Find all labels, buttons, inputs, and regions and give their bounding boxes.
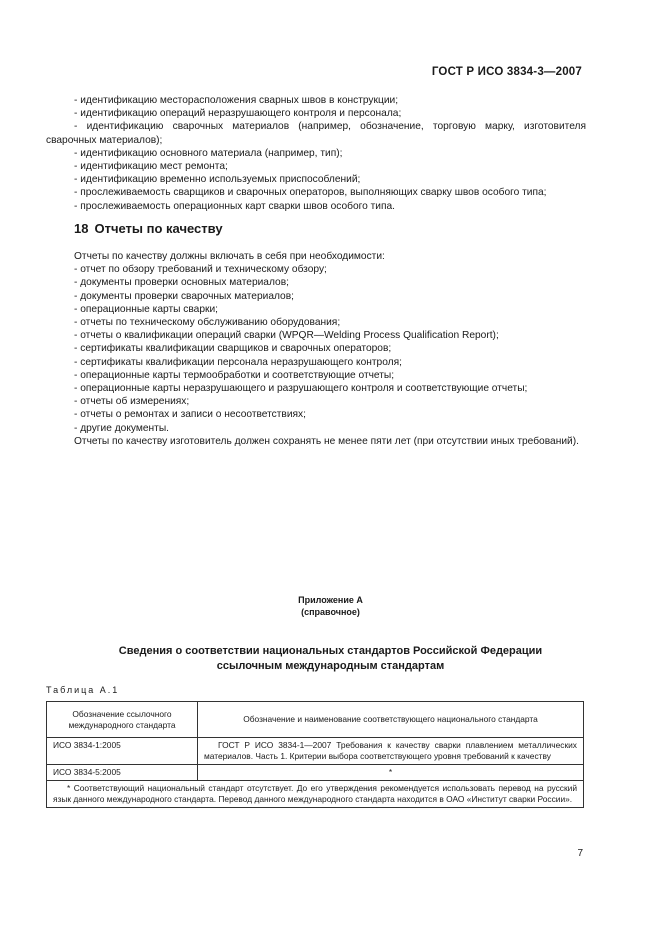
list-item: - идентификацию основного материала (например, тип); — [74, 147, 343, 159]
list-item: - отчеты о квалификации операций сварки (WPQR—Welding Process Qualification Report); — [74, 330, 499, 342]
table-cell: * — [198, 765, 584, 781]
correspondence-table — [46, 701, 584, 808]
list-item: - документы проверки основных материалов; — [74, 277, 289, 289]
list-item: - идентификацию сварочных материалов (например, обозначение, торговую марку, изготовителя сварочных материалов); — [46, 121, 586, 146]
table-header-row — [47, 702, 584, 738]
annex-title — [0, 644, 661, 674]
annex-label — [0, 594, 661, 618]
list-item: - отчеты о ремонтах и записи о несоответствиях; — [74, 409, 306, 421]
list-item: - операционные карты сварки; — [74, 303, 218, 315]
list-item: - отчет по обзору требований и техническому обзору; — [74, 264, 327, 276]
table-footnote-row — [47, 781, 584, 808]
annex-title-line: Сведения о соответствии национальных стандартов Российской Федерации — [118, 645, 543, 657]
table-row — [47, 738, 584, 765]
annex-title-line: ссылочным международным стандартам — [216, 660, 445, 672]
list-item: - отчеты по техническому обслуживанию оборудования; — [74, 317, 341, 329]
page-number: 7 — [577, 848, 583, 859]
list-item: - прослеживаемость операционных карт сварки швов особого типа. — [74, 200, 395, 212]
table-row — [47, 765, 584, 781]
quality-reports-section — [46, 250, 586, 448]
list-item: - сертификаты квалификации персонала неразрушающего контроля; — [74, 356, 402, 368]
column-header: Обозначение и наименование соответствующего национального стандарта — [198, 702, 584, 738]
annex-type: (справочное) — [301, 607, 360, 617]
list-item: - сертификаты квалификации сварщиков и сварочных операторов; — [74, 343, 392, 355]
table-cell: ИСО 3834-1:2005 — [47, 738, 198, 765]
list-item: - операционные карты термообработки и соответствующие отчеты; — [74, 369, 395, 381]
list-item: - прослеживаемость сварщиков и сварочных операторов, выполняющих сварку швов особого типа; — [74, 187, 547, 199]
section-closing: Отчеты по качеству изготовитель должен сохранять не менее пяти лет (при отсутствии иных требований). — [74, 435, 579, 447]
section-intro: Отчеты по качеству должны включать в себя при необходимости: — [74, 251, 385, 262]
table-cell: ГОСТ Р ИСО 3834-1—2007 Требования к качеству сварки плавлением металлических материалов. Часть 1. Критерии выбора соответствующего уровня требований к качеству — [198, 738, 584, 765]
list-item: - другие документы. — [74, 422, 169, 434]
list-item: - документы проверки сварочных материалов; — [74, 290, 294, 302]
table-footnote: * Соответствующий национальный стандарт отсутствует. До его утверждения рекомендуется использовать перевод на русский язык данного международного стандарта. Перевод данного международного стандарта находится в ОАО «Институт сварки России». — [47, 781, 584, 808]
section-number: 18 — [74, 221, 89, 236]
table-caption: Таблица А.1 — [46, 685, 120, 695]
list-item: - идентификацию операций неразрушающего контроля и персонала; — [74, 108, 402, 120]
section-heading — [74, 221, 229, 236]
list-item: - идентификацию мест ремонта; — [74, 161, 228, 173]
column-header: Обозначение ссылочного международного стандарта — [47, 702, 198, 738]
section-title: Отчеты по качеству — [94, 221, 223, 236]
list-item: - отчеты об измерениях; — [74, 396, 190, 408]
list-item: - идентификацию временно используемых приспособлений; — [74, 174, 361, 186]
identification-list — [46, 94, 586, 213]
list-item: - операционные карты неразрушающего и разрушающего контроля и соответствующие отчеты; — [74, 383, 528, 395]
table-cell: ИСО 3834-5:2005 — [47, 765, 198, 781]
list-item: - идентификацию месторасположения сварных швов в конструкции; — [74, 95, 399, 106]
document-header: ГОСТ Р ИСО 3834-3—2007 — [431, 66, 582, 78]
annex-name: Приложение А — [298, 595, 363, 605]
